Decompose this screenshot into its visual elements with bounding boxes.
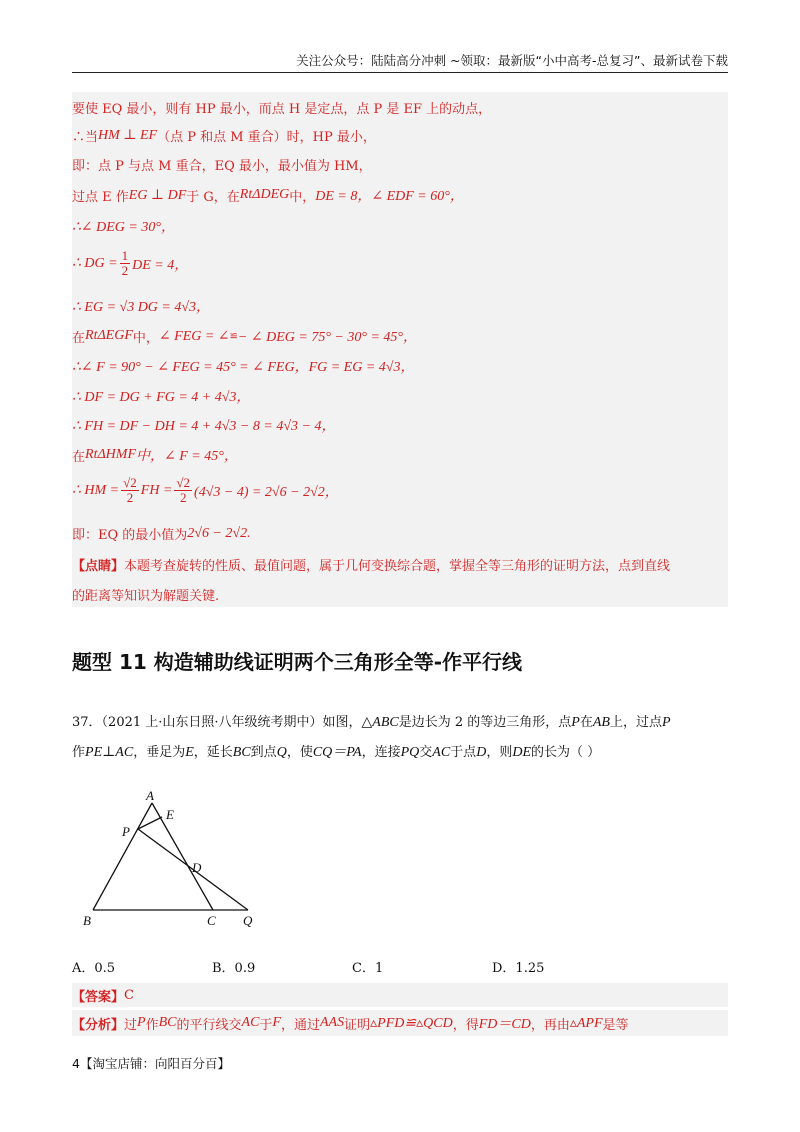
solution-line-13: ∴ HM = $\frac{√2}{2}$ FH = $\frac{√2}{2}$ (4√3 − 4) = 2√6 − 2√2， xyxy=(72,475,339,505)
label-E: E xyxy=(166,807,174,822)
option-d[interactable]: D．1.25 xyxy=(492,961,545,976)
solution-line-9: ∴∠ F = 90° − ∠ FEG = 45° = ∠ FEG，FG = EG = 4√3， xyxy=(72,360,415,375)
solution-block xyxy=(72,92,728,607)
label-B: B xyxy=(83,913,91,928)
solution-line-12: 在 RtΔHMF 中，∠ F = 45°， xyxy=(72,447,238,465)
solution-line-8: 在 RtΔEGF 中， ∠ FEG = ∠ ≌ − ∠ DEG = 75° − 30° = 45°， xyxy=(72,328,418,346)
option-b[interactable]: B．0.9 xyxy=(212,961,256,976)
solution-line-14: 即：EQ 的最小值为 2√6 − 2√2. xyxy=(72,525,251,543)
option-c[interactable]: C．1 xyxy=(352,961,384,976)
fraction-root2-over-2: $\frac{√2}{2}$ xyxy=(123,475,137,505)
key-point-line-1: 【点睛】 本题考查旋转的性质、最值问题，属于几何变换综合题，掌握全等三角形的证明方法，点到直线 xyxy=(72,559,671,574)
solution-line-5: ∴∠ DEG = 30°， xyxy=(72,220,175,235)
solution-line-6: ∴ DG = $\frac{1}{2}$ DE = 4， xyxy=(72,248,189,278)
solution-line-4: 过点 E 作 EG ⊥ DF 于 G，在 RtΔDEG 中， DE = 8，∠ EDF = 60°， xyxy=(72,187,464,205)
question-line-1: 37．（2021 上·山东日照·八年级统考期中）如图，△ABC是边长为 2 的等边三角形，点P在AB上，过点P xyxy=(72,715,671,730)
label-C: C xyxy=(207,913,216,928)
segment-AB xyxy=(93,803,152,910)
fraction-root2-over-2: $\frac{√2}{2}$ xyxy=(176,475,191,505)
solution-line-11: ∴ FH = DF − DH = 4 + 4√3 − 8 = 4√3 − 4， xyxy=(72,419,336,434)
triangle-figure xyxy=(80,785,270,935)
key-point-line-2: 的距离等知识为解题关键. xyxy=(72,589,220,604)
section-title: 题型 11 构造辅助线证明两个三角形全等-作平行线 xyxy=(72,650,523,674)
solution-line-10: ∴ DF = DG + FG = 4 + 4√3， xyxy=(72,390,251,405)
option-a[interactable]: A．0.5 xyxy=(72,961,116,976)
fraction-half: $\frac{1}{2}$ xyxy=(121,248,129,278)
solution-line-3: 即：点 P 与点 M 重合，EQ 最小，最小值为 HM， xyxy=(72,159,372,174)
solution-line-2: ∴当 HM ⊥ EF （点 P 和点 M 重合）时，HP 最小， xyxy=(72,128,376,145)
page-footer: 4【淘宝店铺：向阳百分百】 xyxy=(72,1056,230,1071)
analysis-row: 【分析】 过 P 作 BC 的平行线交 AC 于 F ，通过 AAS 证明 ▵PFD≌▵QCD ，得 FD＝CD ，再由 ▵APF 是等 xyxy=(72,1010,728,1036)
label-A: A xyxy=(146,788,154,803)
question-line-2: 作PE⊥AC，垂足为E，延长BC到点Q，使CQ＝PA，连接PQ交AC于点D，则DE的长为（ ） xyxy=(72,745,601,760)
page-header: 关注公众号：陆陆高分冲刺 ~领取：最新版“小中高考-总复习”、最新试卷下载 xyxy=(72,52,728,73)
label-D: D xyxy=(192,860,202,875)
solution-line-1: 要使 EQ 最小，则有 HP 最小，而点 H 是定点，点 P 是 EF 上的动点， xyxy=(72,102,492,117)
answer-row: 【答案】 C xyxy=(72,983,728,1007)
segment-AC xyxy=(152,803,213,910)
label-P: P xyxy=(122,824,130,839)
solution-line-7: ∴ EG = √3 DG = 4√3， xyxy=(72,300,211,315)
label-Q: Q xyxy=(243,913,253,928)
